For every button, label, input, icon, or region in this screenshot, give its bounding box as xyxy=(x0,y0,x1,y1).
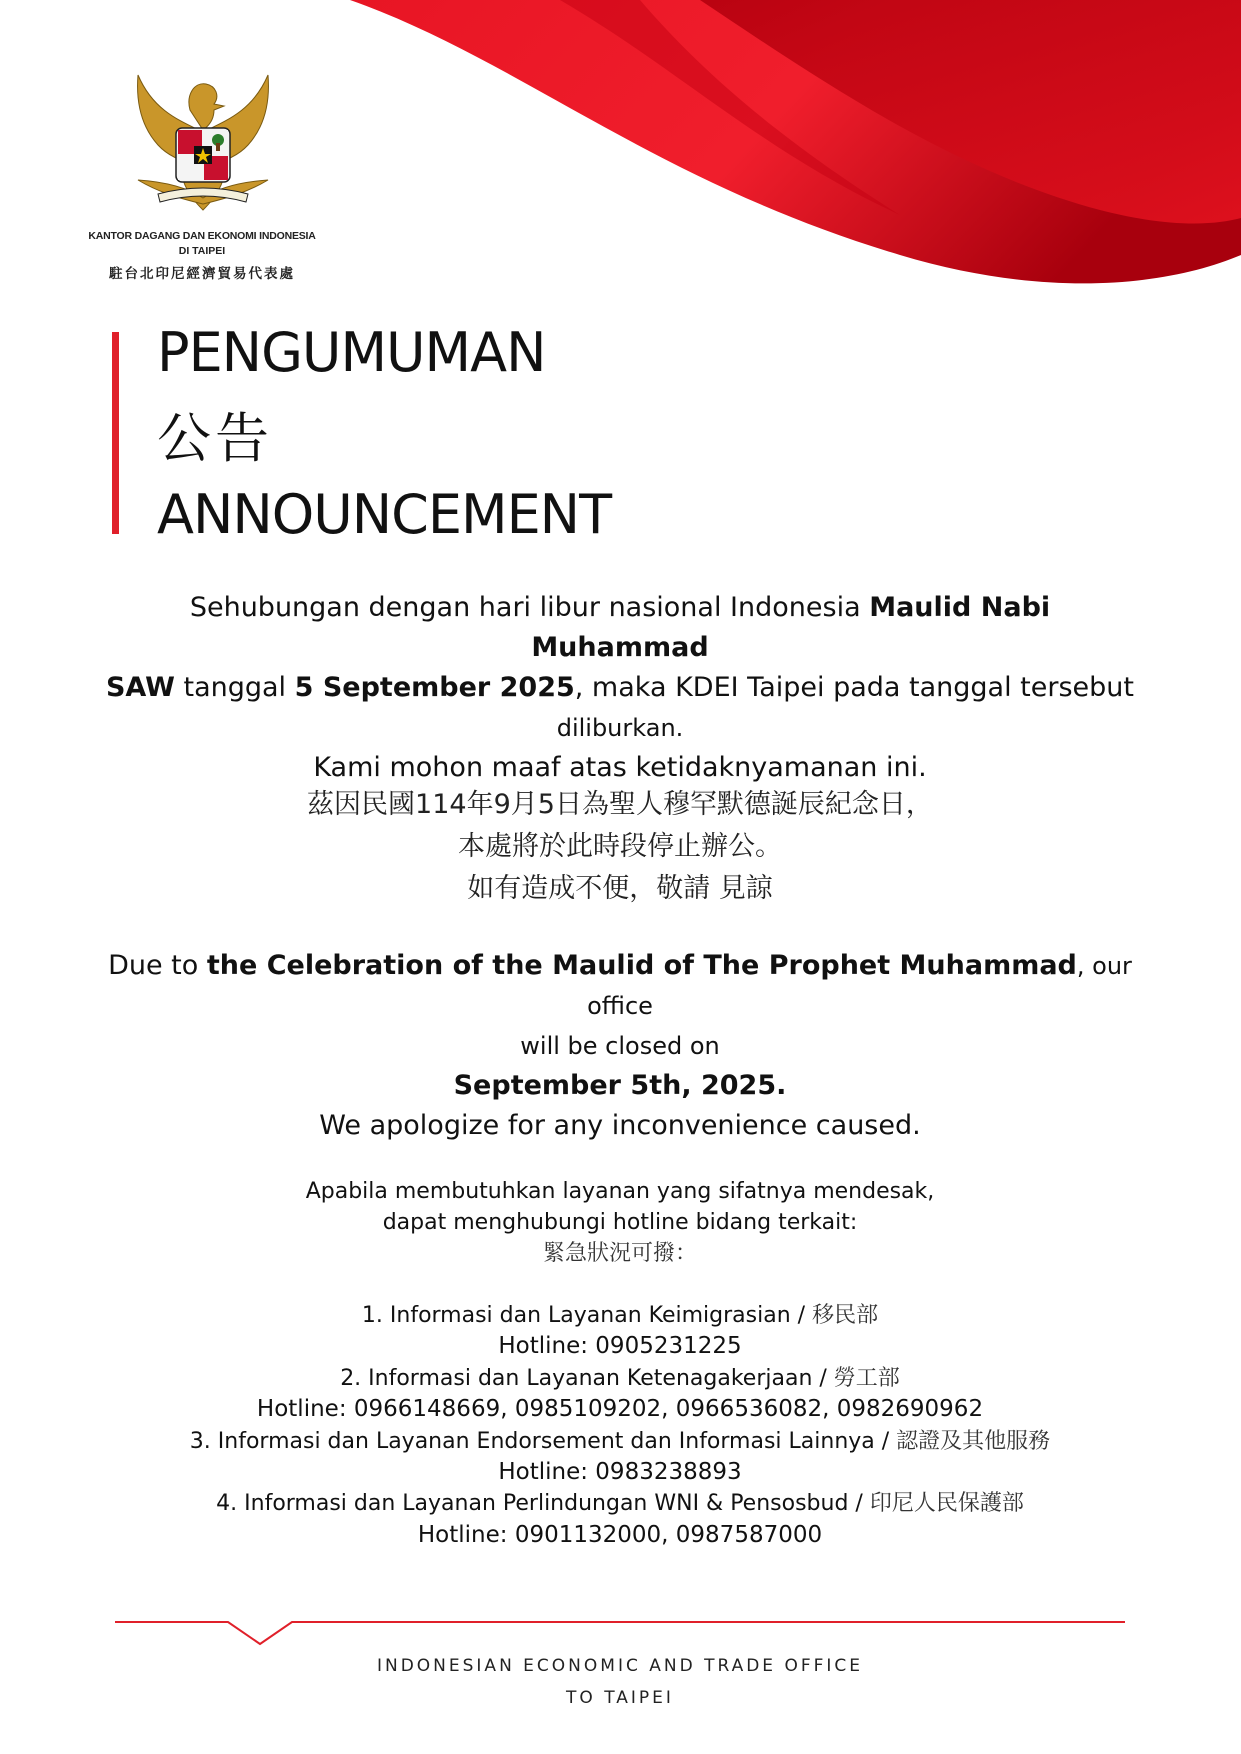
indonesian-notice xyxy=(100,588,1140,788)
chinese-notice-line-2: 本處將於此時段停止辦公。 xyxy=(458,831,782,862)
urgent-contact-intro xyxy=(100,1176,1140,1269)
office-city-id: DI TAIPEI xyxy=(178,245,226,257)
footer-office-name: INDONESIAN ECONOMIC AND TRADE OFFICE xyxy=(376,1656,864,1676)
title-english: ANNOUNCEMENT xyxy=(157,483,612,546)
chinese-notice-line-3: 如有造成不便，敬請 見諒 xyxy=(467,873,773,904)
indonesian-notice-line-2: SAW tanggal 5 September 2025, maka KDEI Taipei pada tanggal tersebut xyxy=(105,672,1134,703)
service-hotline: Hotline: 0901132000, 0987587000 xyxy=(417,1521,823,1548)
service-label: 3. Informasi dan Layanan Endorsement dan Informasi Lainnya / 認證及其他服務 xyxy=(189,1428,1051,1454)
english-apology: We apologize for any inconvenience caused. xyxy=(319,1110,921,1141)
title-accent-bar xyxy=(112,332,119,534)
service-item xyxy=(100,1363,1140,1426)
indonesian-notice-line-3: diliburkan. xyxy=(556,714,684,742)
service-label: 4. Informasi dan Layanan Perlindungan WNI & Pensosbud / 印尼人民保護部 xyxy=(216,1491,1024,1517)
footer-office-city: TO TAIPEI xyxy=(566,1688,674,1708)
title-chinese: 公告 xyxy=(157,407,273,470)
garuda-emblem-icon xyxy=(128,70,278,220)
celebration-name: the Celebration of the Maulid of The Prophet Muhammad xyxy=(206,950,1077,981)
english-notice-line-1: Due to the Celebration of the Maulid of The Prophet Muhammad, our office xyxy=(108,950,1132,1020)
service-hotlines xyxy=(100,1300,1140,1551)
english-notice xyxy=(100,946,1140,1146)
indonesian-notice-line-1: Sehubungan dengan hari libur nasional Indonesia Maulid Nabi Muhammad xyxy=(189,592,1051,663)
holiday-name: Maulid Nabi Muhammad xyxy=(531,592,1051,663)
chinese-notice xyxy=(100,784,1140,910)
service-hotline: Hotline: 0983238893 xyxy=(498,1459,742,1486)
service-item xyxy=(100,1300,1140,1363)
holiday-date: 5 September 2025 xyxy=(294,672,575,703)
urgent-line-1: Apabila membutuhkan layanan yang sifatnya mendesak, xyxy=(305,1179,935,1204)
office-name-zh: 駐台北印尼經濟貿易代表處 xyxy=(109,266,295,281)
service-label: 1. Informasi dan Layanan Keimigrasian / 移民部 xyxy=(361,1303,879,1328)
service-item xyxy=(100,1426,1140,1489)
office-identification xyxy=(82,230,322,282)
chinese-notice-line-1: 茲因民國114年9月5日為聖人穆罕默德誕辰紀念日， xyxy=(307,789,933,820)
service-item xyxy=(100,1488,1140,1551)
english-notice-line-2: will be closed on xyxy=(520,1032,720,1060)
urgent-line-zh: 緊急狀況可撥： xyxy=(542,1241,697,1266)
service-hotline: Hotline: 0905231225 xyxy=(498,1333,742,1360)
office-name-id: KANTOR DAGANG DAN EKONOMI INDONESIA xyxy=(88,230,316,242)
service-label: 2. Informasi dan Layanan Ketenagakerjaan / 勞工部 xyxy=(340,1365,900,1391)
footer-divider xyxy=(115,1620,1125,1650)
urgent-line-2: dapat menghubungi hotline bidang terkait: xyxy=(382,1210,858,1235)
indonesian-apology: Kami mohon maaf atas ketidaknyamanan ini. xyxy=(313,752,927,783)
title-indonesian: PENGUMUMAN xyxy=(157,321,546,384)
english-notice-date: September 5th, 2025. xyxy=(453,1070,787,1101)
service-hotline: Hotline: 0966148669, 0985109202, 0966536082, 0982690962 xyxy=(256,1396,984,1423)
